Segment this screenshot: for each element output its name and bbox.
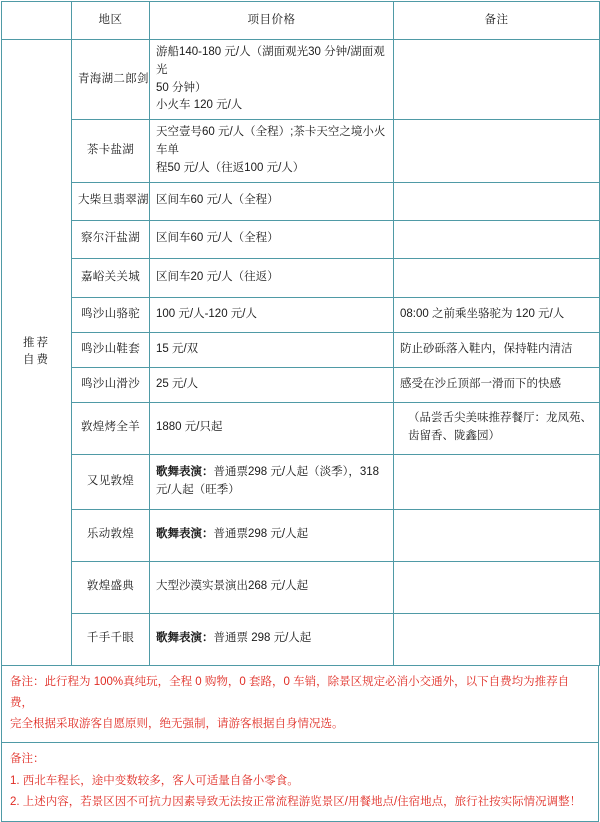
remark-cell [394,367,600,402]
item-price-line [156,630,387,648]
area-cell: 茶卡盐湖 [72,120,150,182]
item-price-line: 小火车 120 元/人 [156,99,243,112]
table-header-row [2,2,600,40]
item-price-bold-prefix: 歌舞表演： [156,632,214,645]
table-row [2,454,600,509]
area-cell: 又见敦煌 [72,454,150,509]
remark-line: 齿留香、陇鑫园） [408,430,500,443]
item-price-bold-prefix: 歌舞表演： [156,465,214,478]
remark-cell [394,509,600,561]
header-area: 地区 [72,2,150,40]
table-row [2,297,600,332]
item-price-cell [150,332,394,367]
remark-cell [394,40,600,120]
footer-note-box-primary [1,666,599,744]
item-price-cell [150,402,394,454]
area-cell: 察尔汗盐湖 [72,220,150,258]
item-price-line: 游船140-180 元/人（湖面观光30 分钟/湖面观光 [156,46,385,76]
item-price-cell [150,40,394,120]
footer-note-line: 备注：此行程为 100%真纯玩，全程 0 购物，0 套路，0 车销，除景区规定必消小交通外，以下自费均为推荐自费， [10,675,570,709]
itinerary-fee-sheet [0,1,600,809]
item-price-line: 区间车60 元/人（全程） [156,194,279,207]
remark-cell [394,561,600,613]
table-row [2,367,600,402]
item-price-cell [150,258,394,297]
remark-cell [394,258,600,297]
category-label-line1: 推荐 [23,336,50,349]
item-price-bold-prefix: 歌舞表演： [156,528,214,541]
area-cell: 青海湖二郎剑 [72,40,150,120]
item-price-cell [150,220,394,258]
item-price-text: 普通票298 元/人起 [213,528,309,541]
remark-line: 防止砂砾落入鞋内，保持鞋内清洁 [400,342,573,355]
table-row [2,220,600,258]
area-cell: 鸣沙山滑沙 [72,367,150,402]
item-price-line: 1880 元/只起 [156,421,223,434]
area-cell: 敦煌烤全羊 [72,402,150,454]
item-price-line: 区间车20 元/人（往返） [156,270,279,283]
remark-cell [394,332,600,367]
item-price-line: 程50 元/人（往返100 元/人） [156,161,305,174]
table-row [2,402,600,454]
item-price-line: 15 元/双 [156,342,199,355]
item-price-cell [150,561,394,613]
table-row [2,509,600,561]
item-price-text: 普通票298 元/人起（淡季），318 [213,465,380,478]
item-price-cell [150,509,394,561]
remark-line: 08:00 之前乘坐骆驼为 120 元/人 [400,307,565,320]
remark-cell [394,120,600,182]
area-cell: 大柴旦翡翠湖 [72,182,150,220]
item-price-line: 100 元/人-120 元/人 [156,307,257,320]
area-cell: 鸣沙山骆驼 [72,297,150,332]
area-cell: 嘉峪关关城 [72,258,150,297]
table-row [2,182,600,220]
footer-note-item: 1. 西北车程长，途中变数较多，客人可适量自备小零食。 [10,774,299,787]
item-price-line [156,526,387,544]
remark-line: 感受在沙丘顶部一滑而下的快感 [400,377,561,390]
remark-cell [394,297,600,332]
remark-cell [394,220,600,258]
table-row [2,613,600,665]
remark-line: （品尝舌尖美味推荐餐厅：龙凤苑、 [408,412,592,425]
remark-cell [394,182,600,220]
recommended-self-pay-table [1,1,600,666]
item-price-cell [150,297,394,332]
item-price-line: 大型沙漠实景演出268 元/人起 [156,580,309,593]
item-price-line: 50 分钟） [156,81,207,94]
category-label-line2: 自费 [23,354,50,367]
header-remark: 备注 [394,2,600,40]
footer-note-title: 备注： [10,753,45,766]
area-cell: 千手千眼 [72,613,150,665]
footer-note-box-secondary [1,743,599,822]
area-cell: 乐动敦煌 [72,509,150,561]
table-row [2,561,600,613]
remark-cell [394,454,600,509]
remark-cell [394,402,600,454]
footer-note-line: 完全根据采取游客自愿原则，绝无强制，请游客根据自身情况选。 [10,718,344,731]
area-cell: 敦煌盛典 [72,561,150,613]
item-price-line [156,464,387,482]
item-price-cell [150,120,394,182]
header-item-price: 项目价格 [150,2,394,40]
item-price-line: 元/人起（旺季） [156,483,240,496]
item-price-line: 区间车60 元/人（全程） [156,232,279,245]
item-price-cell [150,613,394,665]
item-price-line: 25 元/人 [156,377,199,390]
item-price-line: 天空壹号60 元/人（全程）;茶卡天空之境小火车单 [156,126,386,157]
table-row [2,258,600,297]
item-price-cell [150,182,394,220]
category-cell-recommended-self-pay [2,40,72,666]
header-category-blank [2,2,72,40]
remark-cell [394,613,600,665]
footer-note-item: 2. 上述内容，若景区因不可抗力因素导致无法按正常流程游览景区/用餐地点/住宿地点，旅行社按实际情况调整！ [10,796,582,809]
area-cell: 鸣沙山鞋套 [72,332,150,367]
table-row [2,120,600,182]
item-price-cell [150,454,394,509]
table-row [2,40,600,120]
table-row [2,332,600,367]
item-price-cell [150,367,394,402]
item-price-text: 普通票 298 元/人起 [213,632,312,645]
